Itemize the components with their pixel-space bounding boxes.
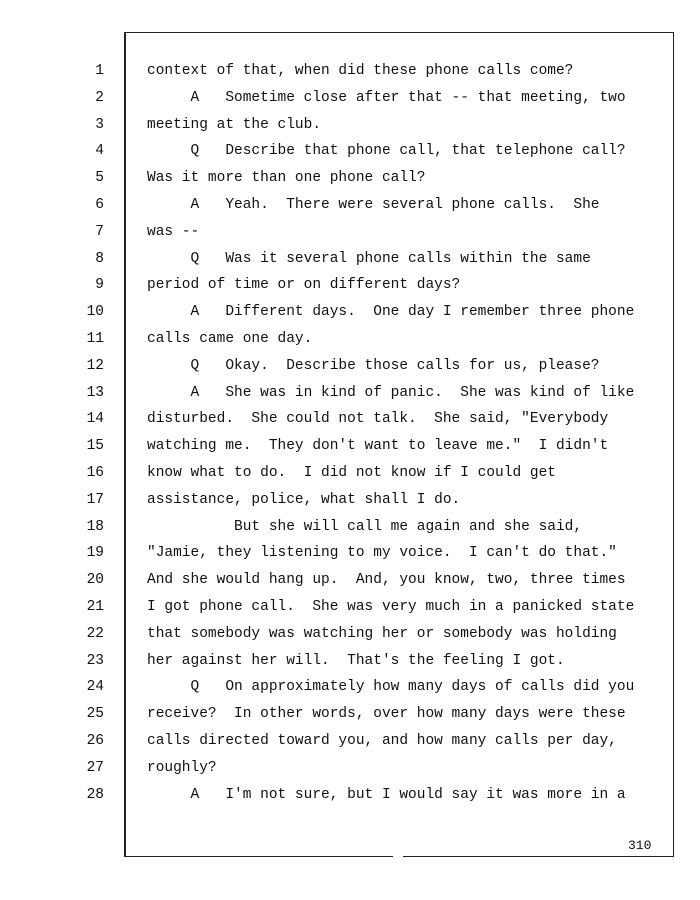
line-number: 18 (86, 518, 104, 535)
transcript-line: I got phone call. She was very much in a panicked state (147, 599, 635, 615)
transcript-line: But she will call me again and she said, (147, 518, 583, 535)
line-number: 17 (86, 491, 104, 508)
transcript-line: Q Okay. Describe those calls for us, please? (147, 357, 600, 374)
transcript-line: period of time or on different days? (147, 277, 461, 294)
transcript-line: context of that, when did these phone calls come? (147, 63, 574, 79)
line-number: 10 (86, 304, 104, 321)
line-number: 4 (95, 143, 104, 160)
transcript-line: assistance, police, what shall I do. (147, 491, 461, 508)
transcript-line: her against her will. That's the feeling I got. (147, 652, 565, 669)
line-number: 26 (86, 733, 104, 749)
transcript-line: A Sometime close after that -- that meeting, two (147, 89, 626, 106)
line-number: 8 (95, 250, 104, 267)
transcript-line: A I'm not sure, but I would say it was more in a (147, 786, 626, 803)
line-number: 14 (86, 411, 104, 428)
line-number: 22 (86, 625, 104, 642)
page-number: 310 (628, 838, 652, 853)
left-margin-rule (124, 32, 126, 857)
bottom-border-gap (393, 852, 403, 862)
transcript-line: A Yeah. There were several phone calls. She (147, 197, 600, 213)
line-number: 11 (86, 331, 104, 347)
line-number: 25 (86, 706, 104, 723)
line-number: 23 (86, 652, 104, 669)
transcript-line: Q Describe that phone call, that telephone call? (147, 143, 626, 160)
line-number: 16 (86, 465, 104, 481)
line-number: 13 (86, 384, 104, 401)
line-number: 15 (86, 438, 104, 455)
line-number: 1 (95, 63, 104, 79)
line-number: 3 (95, 116, 104, 133)
line-number: 9 (95, 277, 104, 294)
transcript-line: Q On approximately how many days of calls did you (147, 679, 635, 696)
line-number: 7 (95, 223, 104, 240)
transcript-line: was -- (147, 223, 200, 240)
transcript-line: "Jamie, they listening to my voice. I can't do that." (147, 545, 617, 562)
transcript-line: that somebody was watching her or somebody was holding (147, 625, 617, 642)
transcript-line: receive? In other words, over how many days were these (147, 706, 626, 723)
transcript-line: And she would hang up. And, you know, two, three times (147, 572, 626, 589)
transcript-line: Q Was it several phone calls within the same (147, 250, 591, 267)
transcript-line: calls directed toward you, and how many calls per day, (147, 733, 617, 749)
line-number: 2 (95, 89, 104, 106)
line-number: 20 (86, 572, 104, 589)
transcript-line: Was it more than one phone call? (147, 170, 426, 187)
transcript-line: calls came one day. (147, 331, 313, 347)
transcript-line: know what to do. I did not know if I could get (147, 465, 556, 481)
transcript-line: watching me. They don't want to leave me." I didn't (147, 438, 609, 455)
transcript-line: meeting at the club. (147, 116, 322, 133)
line-number: 5 (95, 170, 104, 187)
line-number: 19 (86, 545, 104, 562)
line-number: 28 (86, 786, 104, 803)
line-number: 24 (86, 679, 104, 696)
transcript-line: disturbed. She could not talk. She said, "Everybody (147, 411, 609, 428)
transcript-line: roughly? (147, 759, 217, 776)
line-number: 6 (95, 197, 104, 213)
line-number: 12 (86, 357, 104, 374)
line-number: 27 (86, 759, 104, 776)
transcript-line: A Different days. One day I remember three phone (147, 304, 635, 321)
line-number: 21 (86, 599, 104, 615)
transcript-line: A She was in kind of panic. She was kind of like (147, 384, 635, 401)
